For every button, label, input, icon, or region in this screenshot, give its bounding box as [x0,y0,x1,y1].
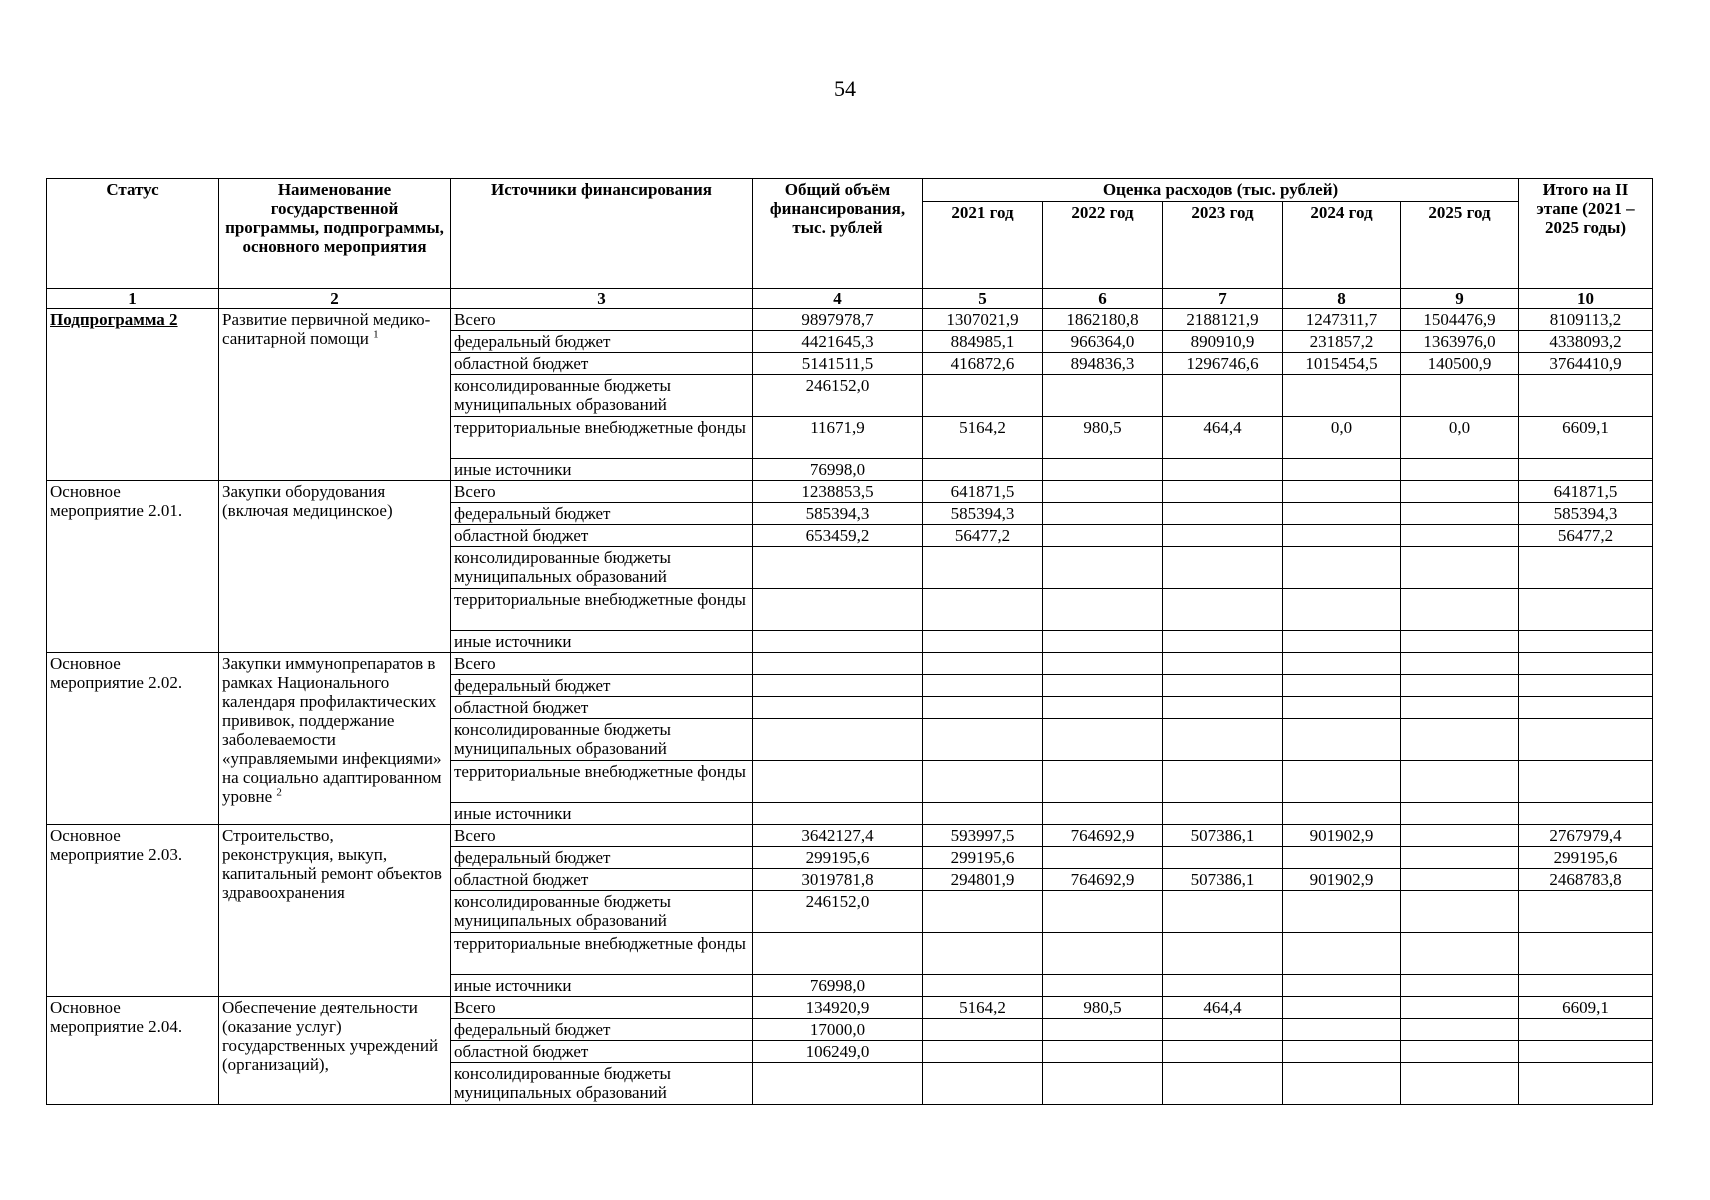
program-name-cell [219,481,451,653]
amount-cell [1401,589,1519,631]
header-year-2022: 2022 год [1043,202,1163,289]
amount-cell [1043,697,1163,719]
amount-cell: 3019781,8 [753,869,923,891]
amount-cell [1283,525,1401,547]
amount-cell [923,675,1043,697]
amount-cell [923,653,1043,675]
amount-cell [1043,847,1163,869]
funding-source: иные источники [451,803,753,825]
column-number-row [47,289,1653,309]
funding-source: федеральный бюджет [451,331,753,353]
status-cell [47,825,219,997]
amount-cell [1401,847,1519,869]
amount-cell [923,975,1043,997]
amount-cell [1283,719,1401,761]
amount-cell [923,891,1043,933]
funding-source: Всего [451,997,753,1019]
amount-cell: 593997,5 [923,825,1043,847]
amount-cell [1283,1063,1401,1105]
amount-cell [753,803,923,825]
amount-cell [1283,803,1401,825]
table-body [47,309,1653,1105]
amount-cell [753,697,923,719]
amount-cell [1163,547,1283,589]
amount-cell: 464,4 [1163,417,1283,459]
amount-cell: 299195,6 [1519,847,1653,869]
amount-cell [1283,975,1401,997]
amount-cell: 106249,0 [753,1041,923,1063]
amount-cell [753,589,923,631]
funding-source: консолидированные бюджеты муниципальных образований [451,375,753,417]
amount-cell: 4421645,3 [753,331,923,353]
amount-cell [1163,631,1283,653]
column-number: 2 [219,289,451,309]
amount-cell: 764692,9 [1043,825,1163,847]
amount-cell [1163,481,1283,503]
status-text: Основное мероприятие 2.04. [50,998,183,1036]
amount-cell: 585394,3 [753,503,923,525]
amount-cell [923,631,1043,653]
amount-cell [1163,653,1283,675]
amount-cell [1163,525,1283,547]
amount-cell: 299195,6 [753,847,923,869]
amount-cell [1163,589,1283,631]
amount-cell: 653459,2 [753,525,923,547]
amount-cell [1401,675,1519,697]
amount-cell [1043,1041,1163,1063]
amount-cell [923,375,1043,417]
amount-cell [1401,891,1519,933]
amount-cell [1043,803,1163,825]
amount-cell [1043,1019,1163,1041]
amount-cell: 56477,2 [1519,525,1653,547]
amount-cell: 2468783,8 [1519,869,1653,891]
funding-source: Всего [451,309,753,331]
column-number: 1 [47,289,219,309]
amount-cell [1401,481,1519,503]
amount-cell: 56477,2 [923,525,1043,547]
header-year-2021: 2021 год [923,202,1043,289]
header-sources: Источники финансирования [451,179,753,289]
amount-cell [1401,459,1519,481]
amount-cell: 299195,6 [923,847,1043,869]
status-text: Основное мероприятие 2.03. [50,826,183,864]
amount-cell: 9897978,7 [753,309,923,331]
amount-cell [753,1063,923,1105]
amount-cell [1043,631,1163,653]
amount-cell: 585394,3 [923,503,1043,525]
amount-cell [923,761,1043,803]
funding-source: консолидированные бюджеты муниципальных образований [451,719,753,761]
program-name-cell [219,653,451,825]
amount-cell: 1504476,9 [1401,309,1519,331]
amount-cell: 980,5 [1043,417,1163,459]
amount-cell: 11671,9 [753,417,923,459]
amount-cell [1283,481,1401,503]
amount-cell [923,1041,1043,1063]
amount-cell [1519,631,1653,653]
amount-cell [753,547,923,589]
amount-cell [1043,525,1163,547]
amount-cell [1519,933,1653,975]
amount-cell [1163,1041,1283,1063]
amount-cell [1401,1063,1519,1105]
funding-source: областной бюджет [451,869,753,891]
amount-cell [1163,697,1283,719]
funding-source: федеральный бюджет [451,847,753,869]
amount-cell [1043,589,1163,631]
amount-cell [1283,375,1401,417]
amount-cell [1043,675,1163,697]
amount-cell [1519,653,1653,675]
funding-source: федеральный бюджет [451,1019,753,1041]
amount-cell [1401,375,1519,417]
column-number: 8 [1283,289,1401,309]
column-number: 9 [1401,289,1519,309]
amount-cell: 246152,0 [753,891,923,933]
amount-cell [1519,1041,1653,1063]
funding-source: консолидированные бюджеты муниципальных образований [451,547,753,589]
header-name: Наименование государственной программы, подпрограммы, основного мероприятия [219,179,451,289]
amount-cell [1519,891,1653,933]
amount-cell [1163,1063,1283,1105]
amount-cell [1283,675,1401,697]
amount-cell [1163,675,1283,697]
column-number: 4 [753,289,923,309]
program-name: Закупки оборудования (включая медицинское) [222,482,393,520]
header-year-2024: 2024 год [1283,202,1401,289]
amount-cell [1401,933,1519,975]
amount-cell: 5164,2 [923,417,1043,459]
amount-cell [1401,869,1519,891]
amount-cell [1163,375,1283,417]
amount-cell [1519,697,1653,719]
amount-cell [1043,1063,1163,1105]
amount-cell: 76998,0 [753,459,923,481]
amount-cell [1401,697,1519,719]
header-year-2023: 2023 год [1163,202,1283,289]
amount-cell: 6609,1 [1519,417,1653,459]
amount-cell [1283,589,1401,631]
amount-cell [1283,847,1401,869]
footnote-marker: 2 [276,786,282,799]
amount-cell [1401,1041,1519,1063]
status-text[interactable]: Подпрограмма 2 [50,310,178,329]
financing-table [46,178,1653,1105]
funding-source: областной бюджет [451,1041,753,1063]
status-text: Основное мероприятие 2.01. [50,482,183,520]
status-text: Основное мероприятие 2.02. [50,654,183,692]
funding-source: консолидированные бюджеты муниципальных образований [451,1063,753,1105]
amount-cell: 0,0 [1283,417,1401,459]
amount-cell: 8109113,2 [1519,309,1653,331]
amount-cell [1519,761,1653,803]
header-total: Общий объём финансирования, тыс. рублей [753,179,923,289]
amount-cell [1283,547,1401,589]
amount-cell: 641871,5 [1519,481,1653,503]
program-name: Обеспечение деятельности (оказание услуг) государственных учреждений (организаций), [222,998,439,1074]
amount-cell [1401,653,1519,675]
amount-cell [1519,1019,1653,1041]
status-cell [47,481,219,653]
amount-cell [1401,547,1519,589]
funding-source: федеральный бюджет [451,503,753,525]
funding-source: консолидированные бюджеты муниципальных образований [451,891,753,933]
amount-cell: 890910,9 [1163,331,1283,353]
amount-cell [923,547,1043,589]
table-row [47,997,1653,1019]
program-name-cell [219,309,451,481]
amount-cell [1519,375,1653,417]
column-number: 3 [451,289,753,309]
amount-cell: 884985,1 [923,331,1043,353]
amount-cell [1163,975,1283,997]
program-name-cell [219,825,451,997]
amount-cell: 894836,3 [1043,353,1163,375]
amount-cell [1519,459,1653,481]
funding-source: областной бюджет [451,353,753,375]
amount-cell [1163,891,1283,933]
table-row [47,825,1653,847]
amount-cell [1163,803,1283,825]
column-number: 10 [1519,289,1653,309]
amount-cell: 2188121,9 [1163,309,1283,331]
funding-source: федеральный бюджет [451,675,753,697]
amount-cell: 246152,0 [753,375,923,417]
status-cell [47,309,219,481]
funding-source: территориальные внебюджетные фонды [451,933,753,975]
amount-cell [1401,761,1519,803]
amount-cell [1043,975,1163,997]
amount-cell [753,631,923,653]
amount-cell [1163,459,1283,481]
amount-cell [1283,503,1401,525]
amount-cell [1283,933,1401,975]
header-status: Статус [47,179,219,289]
amount-cell [753,675,923,697]
amount-cell [923,1063,1043,1105]
amount-cell: 76998,0 [753,975,923,997]
table-row [47,481,1653,503]
amount-cell [1519,675,1653,697]
amount-cell: 5164,2 [923,997,1043,1019]
amount-cell: 1247311,7 [1283,309,1401,331]
amount-cell: 901902,9 [1283,869,1401,891]
amount-cell: 1363976,0 [1401,331,1519,353]
amount-cell: 507386,1 [1163,869,1283,891]
amount-cell: 294801,9 [923,869,1043,891]
amount-cell: 231857,2 [1283,331,1401,353]
amount-cell: 17000,0 [753,1019,923,1041]
amount-cell: 464,4 [1163,997,1283,1019]
header-stage-total: Итого на II этапе (2021 – 2025 годы) [1519,179,1653,289]
amount-cell: 1015454,5 [1283,353,1401,375]
amount-cell [1283,997,1401,1019]
amount-cell: 3642127,4 [753,825,923,847]
amount-cell: 1296746,6 [1163,353,1283,375]
amount-cell [1163,761,1283,803]
amount-cell [1519,1063,1653,1105]
amount-cell [1519,975,1653,997]
funding-source: территориальные внебюджетные фонды [451,589,753,631]
amount-cell: 507386,1 [1163,825,1283,847]
amount-cell: 134920,9 [753,997,923,1019]
amount-cell [923,697,1043,719]
amount-cell [1283,697,1401,719]
amount-cell: 6609,1 [1519,997,1653,1019]
funding-source: областной бюджет [451,525,753,547]
amount-cell [1283,1019,1401,1041]
amount-cell [1043,481,1163,503]
amount-cell [1043,547,1163,589]
amount-cell: 0,0 [1401,417,1519,459]
status-cell [47,997,219,1105]
amount-cell: 901902,9 [1283,825,1401,847]
program-name: Развитие первичной медико-санитарной помощи [222,310,431,348]
funding-source: территориальные внебюджетные фонды [451,417,753,459]
funding-source: Всего [451,825,753,847]
amount-cell [1043,933,1163,975]
funding-source: Всего [451,481,753,503]
table-row [47,309,1653,331]
amount-cell [1283,891,1401,933]
amount-cell: 1862180,8 [1043,309,1163,331]
amount-cell [923,459,1043,481]
amount-cell [923,933,1043,975]
amount-cell [1401,975,1519,997]
status-cell [47,653,219,825]
amount-cell [1043,719,1163,761]
table-row [47,653,1653,675]
amount-cell [1163,933,1283,975]
amount-cell [1163,847,1283,869]
amount-cell [1519,547,1653,589]
funding-source: иные источники [451,631,753,653]
amount-cell [1283,653,1401,675]
amount-cell [1401,631,1519,653]
amount-cell [753,933,923,975]
footnote-marker: 1 [373,328,379,341]
amount-cell: 3764410,9 [1519,353,1653,375]
amount-cell [1043,375,1163,417]
amount-cell: 2767979,4 [1519,825,1653,847]
page-number: 54 [834,76,856,101]
amount-cell: 416872,6 [923,353,1043,375]
funding-source: иные источники [451,459,753,481]
amount-cell [1519,719,1653,761]
funding-source: иные источники [451,975,753,997]
amount-cell [753,653,923,675]
program-name: Закупки иммунопрепаратов в рамках Национального календаря профилактических прививок, поддержание заболеваемости «управляемыми инфекциями» на социально адаптированном уровне [222,654,442,806]
header-estimate: Оценка расходов (тыс. рублей) [923,179,1519,202]
program-name: Строительство, реконструкция, выкуп, капитальный ремонт объектов здравоохранения [222,826,442,902]
amount-cell [1043,761,1163,803]
amount-cell: 5141511,5 [753,353,923,375]
column-number: 7 [1163,289,1283,309]
amount-cell [753,719,923,761]
funding-source: территориальные внебюджетные фонды [451,761,753,803]
amount-cell [1401,719,1519,761]
amount-cell [1043,503,1163,525]
amount-cell [1043,653,1163,675]
amount-cell [1283,631,1401,653]
amount-cell [1401,525,1519,547]
amount-cell: 980,5 [1043,997,1163,1019]
amount-cell [1401,1019,1519,1041]
amount-cell [1283,1041,1401,1063]
funding-source: Всего [451,653,753,675]
amount-cell [753,761,923,803]
amount-cell [1043,891,1163,933]
program-name-cell [219,997,451,1105]
amount-cell [923,589,1043,631]
amount-cell [1283,761,1401,803]
funding-source: областной бюджет [451,697,753,719]
amount-cell [1519,803,1653,825]
amount-cell: 966364,0 [1043,331,1163,353]
amount-cell: 641871,5 [923,481,1043,503]
column-number: 6 [1043,289,1163,309]
amount-cell: 1238853,5 [753,481,923,503]
amount-cell: 1307021,9 [923,309,1043,331]
amount-cell [923,1019,1043,1041]
amount-cell: 764692,9 [1043,869,1163,891]
amount-cell [1163,719,1283,761]
amount-cell [923,719,1043,761]
amount-cell [1163,1019,1283,1041]
amount-cell [1401,997,1519,1019]
amount-cell [1401,803,1519,825]
column-number: 5 [923,289,1043,309]
amount-cell: 585394,3 [1519,503,1653,525]
amount-cell [1163,503,1283,525]
amount-cell: 140500,9 [1401,353,1519,375]
header-year-2025: 2025 год [1401,202,1519,289]
amount-cell [1401,503,1519,525]
amount-cell [1043,459,1163,481]
amount-cell: 4338093,2 [1519,331,1653,353]
amount-cell [1401,825,1519,847]
amount-cell [1283,459,1401,481]
amount-cell [923,803,1043,825]
amount-cell [1519,589,1653,631]
